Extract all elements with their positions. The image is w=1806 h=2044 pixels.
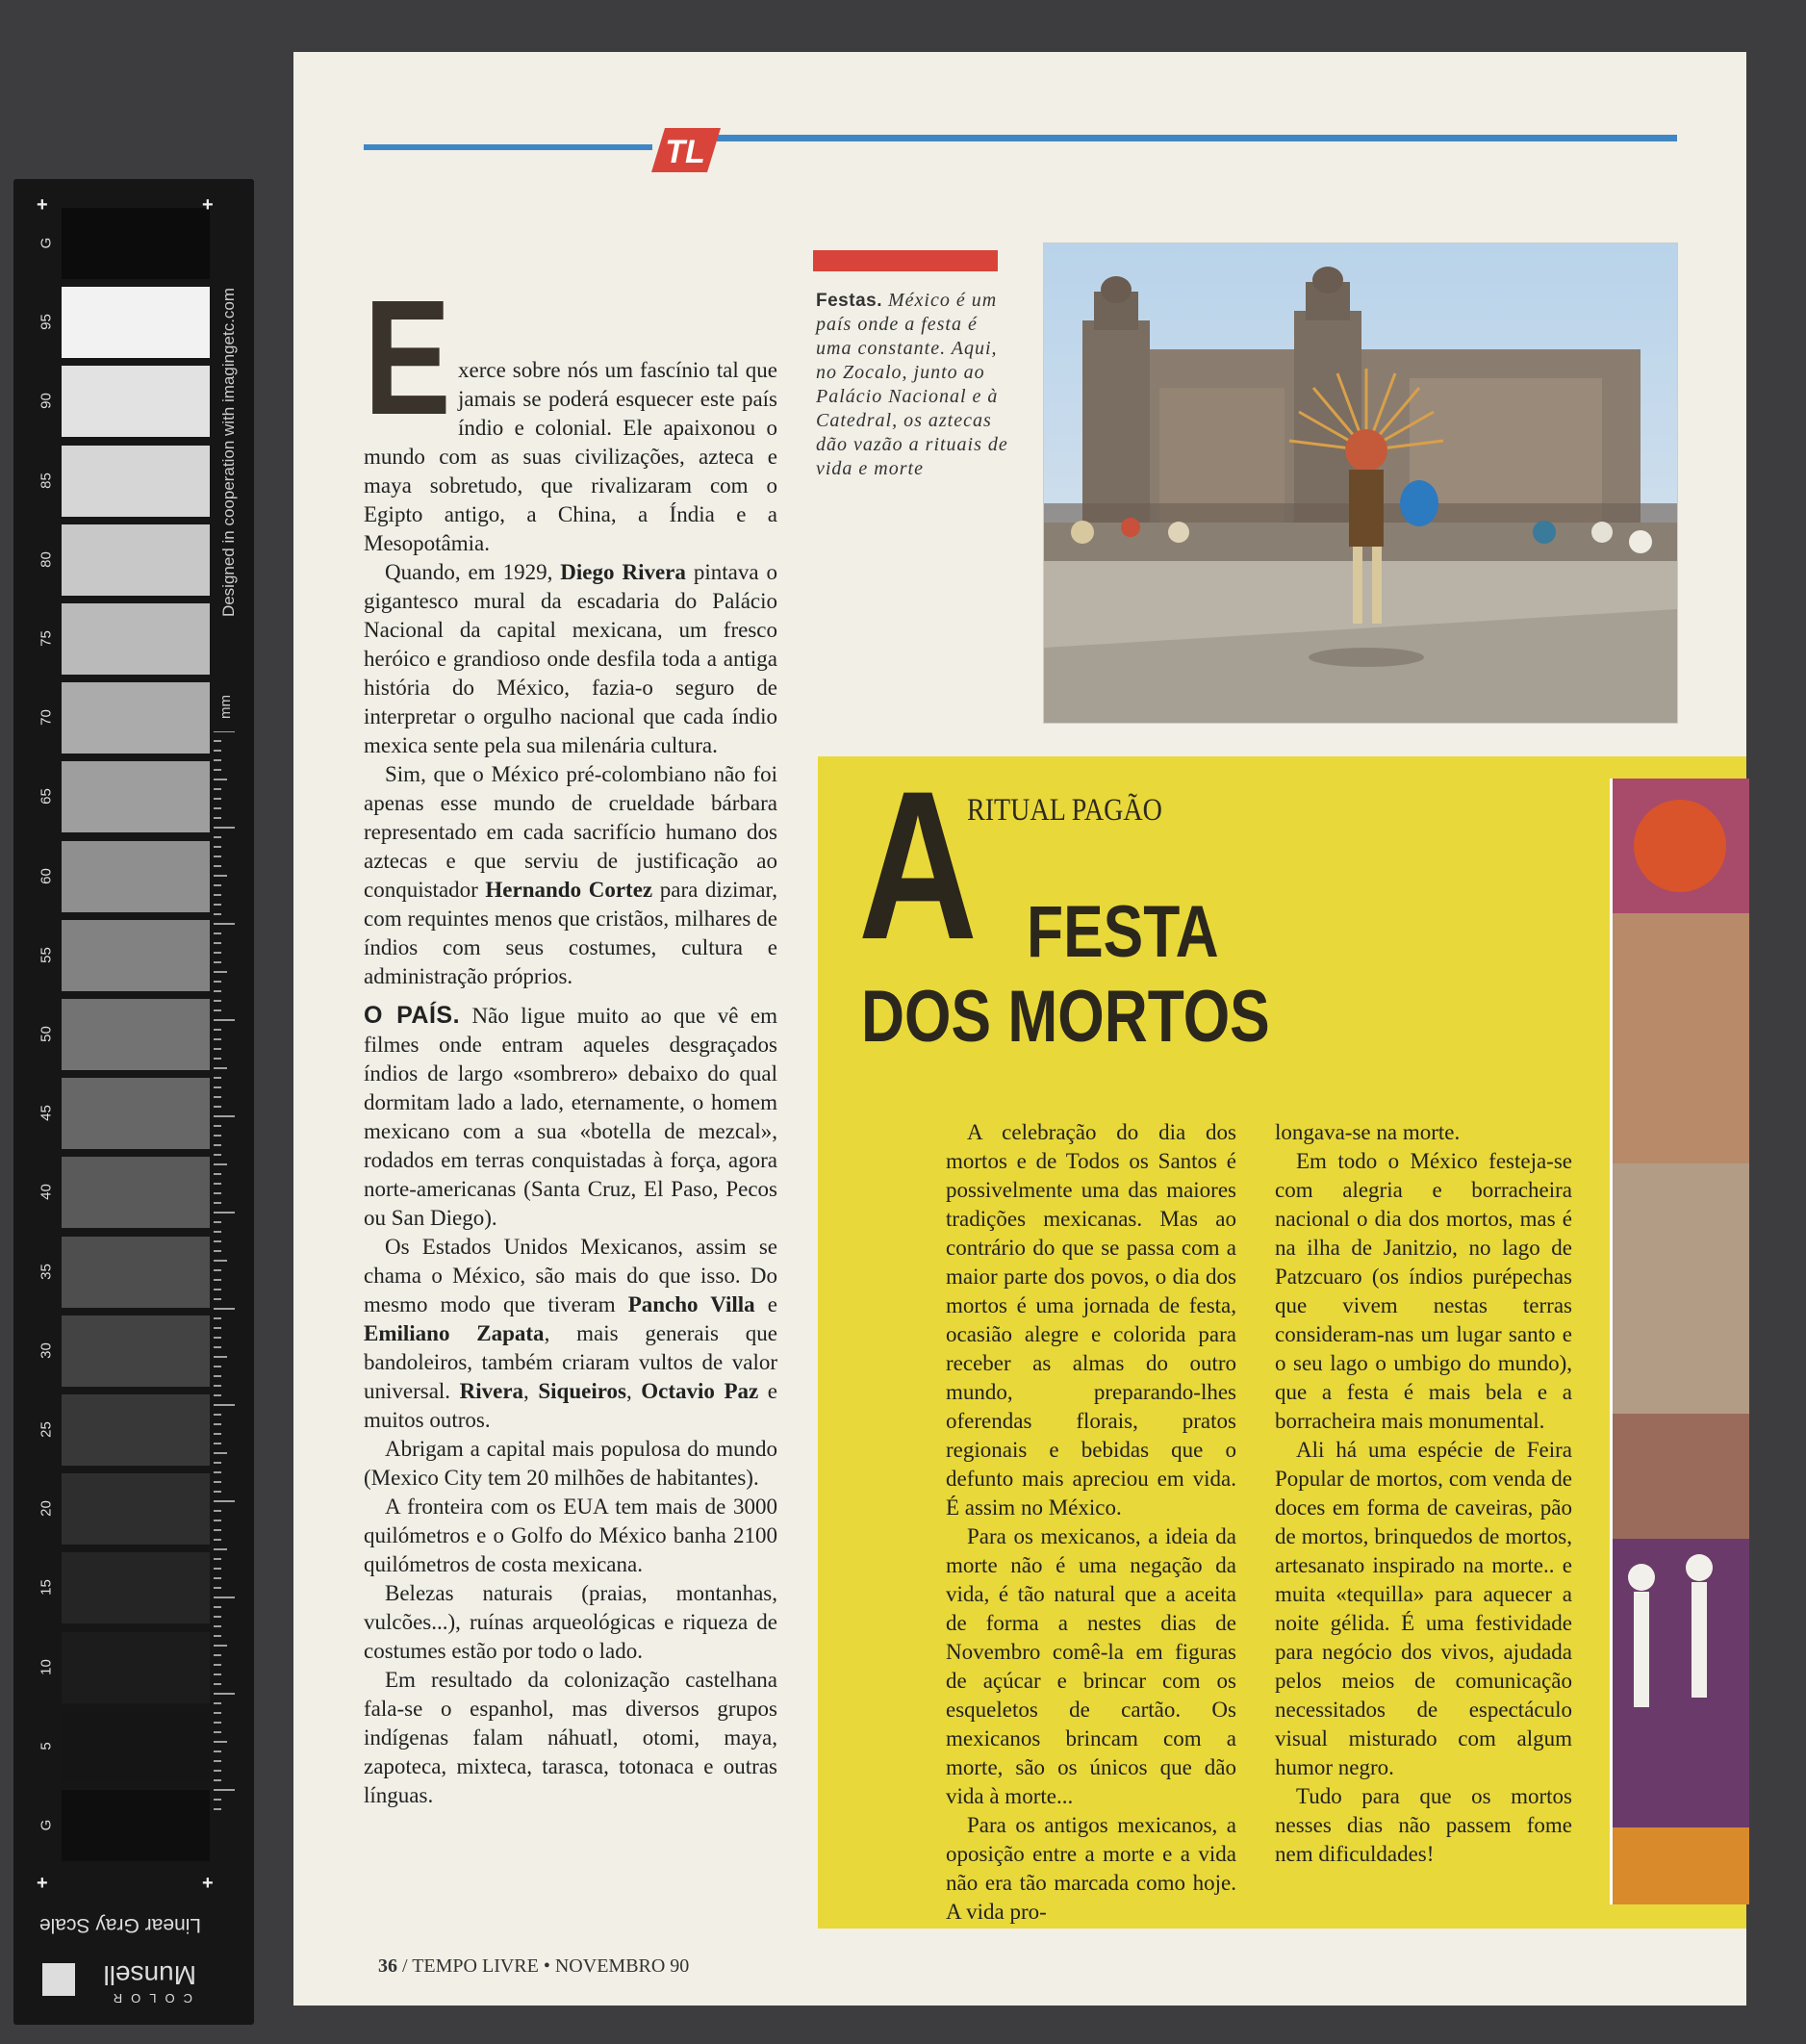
- gray-patch-label: G: [38, 237, 55, 249]
- ruler-credit: Designed in cooperation with imagingetc.com: [219, 287, 238, 618]
- zocalo-festival-photo: [1043, 243, 1678, 724]
- gray-patch: [62, 524, 210, 596]
- paragraph-1: xerce sobre nós um fascínio tal que jamais se poderá esquecer este país índio e colonial. Ele apaixonou o mundo com as suas civilizações, azteca e maya sobretudo, que rivalizaram com o Egipto antigo, a China, a Índia e a Mesopotâmia.: [364, 358, 777, 555]
- gray-patch: [62, 446, 210, 517]
- gray-patch-label: 55: [38, 946, 55, 963]
- gray-patch: [62, 841, 210, 912]
- publication-info: / TEMPO LIVRE • NOVEMBRO 90: [397, 1955, 690, 1977]
- feature-paragraph-5: Em todo o México festeja-se com alegria e borracheira nacional o dia dos mortos, mas é na ilha de Janitzio, no lago de Patzcuaro (os índios purépechas que vivem nestas terras consideram-nas um lugar santo e o seu lago o umbigo do mundo), que a festa é mais bela e a borracheira mais monumental.: [1275, 1149, 1572, 1433]
- logo-text: TL: [665, 134, 705, 170]
- day-of-dead-artwork: [1610, 779, 1749, 1904]
- gray-patch: [62, 682, 210, 754]
- paragraph-2: Quando, em 1929, Diego Rivera pintava o gigantesco mural da escadaria do Palácio Nacional da capital mexicana, um fresco heróico e grandioso onde desfila toda a antiga história do México, fazia-o seguro de interpretar o orgulho nacional que cada índio mexica sente pela sua milenária cultura.: [364, 560, 777, 757]
- section-heading: O PAÍS.: [364, 1002, 461, 1029]
- tl-logo-icon: [651, 126, 721, 174]
- registration-mark: +: [202, 194, 214, 216]
- gray-patch: [62, 1473, 210, 1545]
- page-footer: [378, 1955, 689, 1978]
- paragraph-9: Em resultado da colonização castelhana fala-se o espanhol, mas diversos grupos indígenas falam náhuatl, otomi, maya, zapoteca, mixteca, tarasca, totonaca e outras línguas.: [364, 1668, 777, 1807]
- header-rule-left: [364, 144, 652, 150]
- feature-paragraph-3: Para os antigos mexicanos, a oposição entre a morte e a vida não era tão marcada como hoje. A vida pro-: [946, 1813, 1236, 1924]
- paragraph-8: Belezas naturais (praias, montanhas, vulcões...), ruínas arqueológicas e riqueza de costumes estão por todo o lado.: [364, 1581, 777, 1663]
- paragraph-7: A fronteira com os EUA tem mais de 3000 quilómetros e o Golfo do México banha 2100 quilómetros de costa mexicana.: [364, 1495, 777, 1576]
- registration-mark: +: [202, 1873, 214, 1894]
- gray-patch: [62, 1632, 210, 1703]
- paragraph-3: Sim, que o México pré-colombiano não foi apenas esse mundo de crueldade bárbara representado em cada sacrifício humano dos aztecas e que serviu de justificação ao conquistador Hernando Cortez para dizimar, com requintes menos que cristãos, milhares de índios com seus costumes, cultura e administração próprios.: [364, 762, 778, 988]
- gray-patch: [62, 1552, 210, 1623]
- main-article-column: [364, 267, 778, 1810]
- feature-kicker: RITUAL PAGÃO: [967, 793, 1162, 828]
- gray-patch: [62, 1237, 210, 1308]
- gray-patch: [62, 287, 210, 358]
- gray-patch: [62, 1394, 210, 1466]
- feature-column-2: [1275, 1118, 1572, 1869]
- gray-patch: [62, 920, 210, 991]
- munsell-logo-icon: [42, 1963, 75, 1996]
- caption-red-bar: [813, 250, 998, 271]
- gray-patch-label: 80: [38, 550, 55, 568]
- gray-patch-label: G: [38, 1819, 55, 1831]
- feature-title-line-2: DOS MORTOS: [861, 976, 1270, 1058]
- ruler-ticks: [214, 731, 237, 1819]
- gray-patch-label: 70: [38, 709, 55, 727]
- drop-cap: E: [364, 267, 451, 449]
- gray-patch: [62, 366, 210, 437]
- paragraph-6: Abrigam a capital mais populosa do mundo (Mexico City tem 20 milhões de habitantes).: [364, 1437, 777, 1490]
- gray-patch: [62, 1078, 210, 1149]
- magazine-page: [293, 52, 1746, 2006]
- page-number: 36: [378, 1955, 397, 1977]
- munsell-brand: COLOR Munsell: [42, 1954, 196, 2007]
- gray-patch: [62, 999, 210, 1070]
- gray-patch: [62, 761, 210, 832]
- ruler-title: Linear Gray Scale: [38, 1914, 202, 1936]
- gray-patch: [62, 208, 210, 279]
- header-rule-right: [717, 135, 1677, 141]
- paragraph-5: Os Estados Unidos Mexicanos, assim se chama o México, são mais do que isso. Do mesmo modo que tiveram Pancho Villa e Emiliano Zapata, mais generais que bandoleiros, também criaram vultos de valor universal. Rivera, Siqueiros, Octavio Paz e muitos outros.: [364, 1235, 778, 1432]
- gray-patch-label: 75: [38, 630, 55, 647]
- gray-patch-label: 40: [38, 1184, 55, 1201]
- gray-patch: [62, 603, 210, 675]
- gray-patch-label: 90: [38, 393, 55, 410]
- registration-mark: +: [37, 1873, 48, 1894]
- photo-caption: Festas. México é um país onde a festa é uma constante. Aqui, no Zocalo, junto ao Palácio Nacional e à Catedral, os aztecas dão vazão a rituais de vida e morte: [816, 290, 1008, 479]
- feature-paragraph-4: longava-se na morte.: [1275, 1120, 1461, 1144]
- gray-patch-label: 85: [38, 472, 55, 489]
- feature-paragraph-1: A celebração do dia dos mortos e de Todos os Santos é possivelmente uma das maiores tradições mexicanas. Mas ao contrário do que se passa com a maior parte dos povos, o dia dos mortos é uma jornada de festa, ocasião alegre e colorida para receber as almas do outro mundo, preparando-lhes oferendas florais, pratos regionais e bebidas que o defunto mais apreciou em vida. É assim no México.: [946, 1120, 1236, 1520]
- gray-patch-label: 50: [38, 1026, 55, 1042]
- gray-patch: [62, 1790, 210, 1861]
- gray-patch-label: 5: [38, 1742, 55, 1750]
- gray-patch: [62, 1711, 210, 1782]
- gray-patch-label: 30: [38, 1341, 55, 1359]
- feature-paragraph-7: Tudo para que os mortos nesses dias não passem fome nem dificuldades!: [1275, 1784, 1572, 1866]
- registration-mark: +: [37, 194, 48, 216]
- gray-patch-label: 95: [38, 314, 55, 331]
- feature-paragraph-6: Ali há uma espécie de Feira Popular de mortos, com venda de doces em forma de caveiras, pão de mortos, brinquedos de mortos, artesanato inspirado na morte.. e muita «tequilla» para aquecer a noite gélida. É uma festividade para negócio dos vivos, ajudada pelos meios de comunicação necessitados de espectáculo visual misturado com algum humor negro.: [1275, 1438, 1572, 1779]
- paragraph-4: O PAÍS. Não ligue muito ao que vê em filmes onde entram aqueles desgraçados índios de largo «sombrero» debaixo do qual dormitam lado a lado, eternamente, o homem mexicano com a sua «botella de mezcal», rodados em terras conquistadas à força, agora norte-americanas (Santa Cruz, El Paso, Pecos ou San Diego).: [364, 1002, 777, 1230]
- gray-patch-label: 65: [38, 788, 55, 805]
- ruler-unit: mm: [217, 695, 234, 719]
- feature-title-line-1: FESTA: [1027, 891, 1219, 973]
- feature-paragraph-2: Para os mexicanos, a ideia da morte não é uma negação da vida, é tão natural que a aceita de forma a nestes dias de Novembro comê-la em figuras de açúcar e brincar com os esqueletos de cartão. Os mexicanos brincam com a morte, são os únicos que dão vida à morte...: [946, 1524, 1236, 1808]
- feature-drop-letter: A: [858, 747, 978, 984]
- gray-patch-label: 35: [38, 1263, 55, 1280]
- gray-patch: [62, 1157, 210, 1228]
- gray-patch-label: 15: [38, 1579, 55, 1597]
- gray-patch: [62, 1316, 210, 1387]
- gray-patch-label: 25: [38, 1421, 55, 1438]
- gray-patch-label: 20: [38, 1500, 55, 1518]
- gray-patch-label: 45: [38, 1105, 55, 1122]
- feature-column-1: [946, 1118, 1236, 1927]
- gray-patch-label: 10: [38, 1658, 55, 1675]
- gray-patch-label: 60: [38, 867, 55, 884]
